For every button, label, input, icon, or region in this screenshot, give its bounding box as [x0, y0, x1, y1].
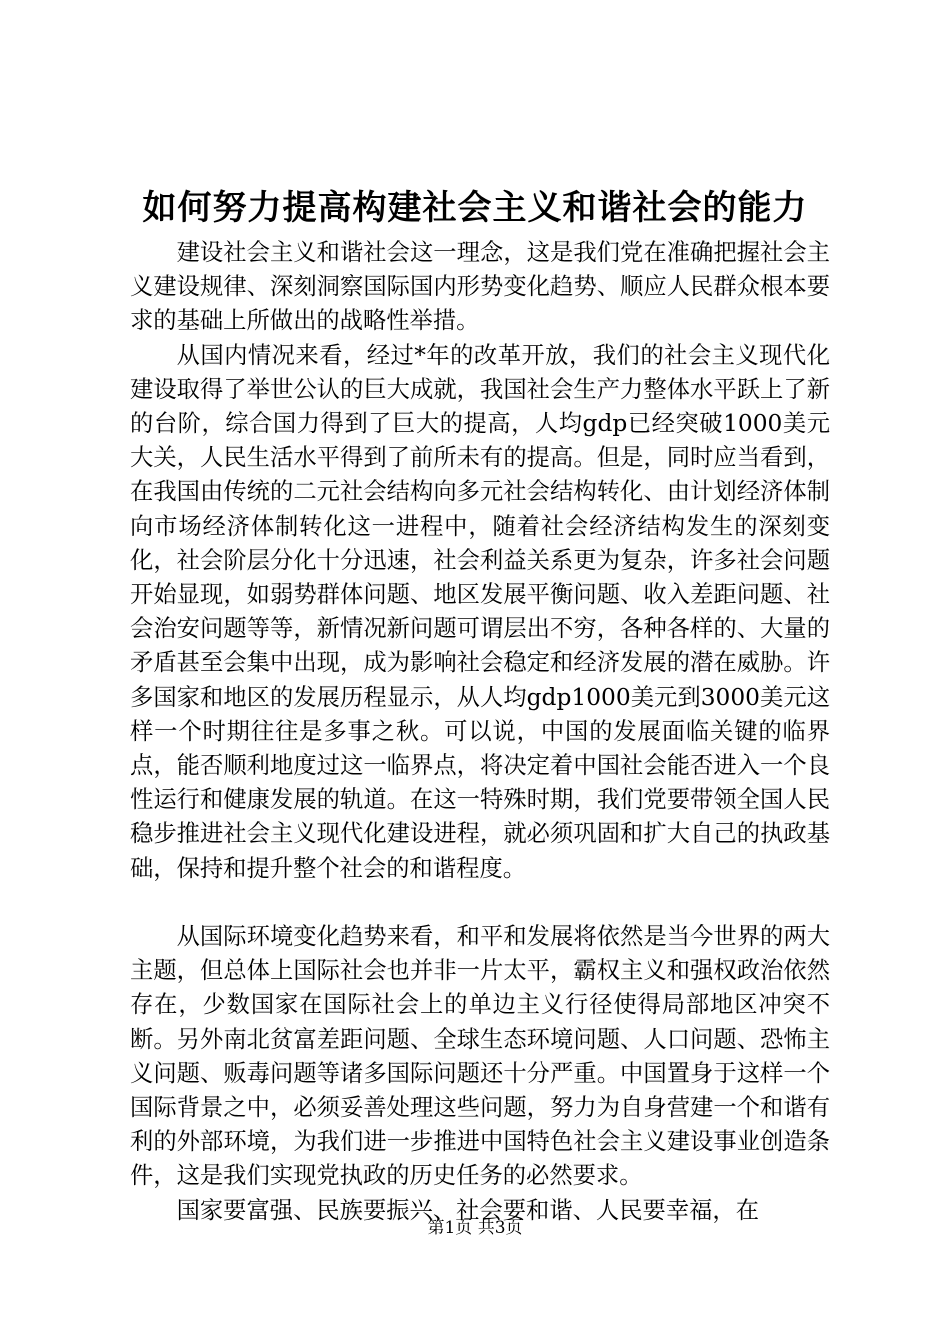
paragraph-national: 国家要富强、民族要振兴、社会要和谐、人民要幸福，在 [176, 1196, 760, 1224]
document-body [130, 236, 830, 1228]
page-title: 如何努力提高构建社会主义和谐社会的能力 [142, 188, 808, 228]
paragraph-domestic: 从国内情况来看，经过*年的改革开放，我们的社会主义现代化建设取得了举世公认的巨大成就，我国社会生产力整体水平跃上了新的台阶，综合国力得到了巨大的提高，人均gdp已经突破1000美元大关，人民生活水平得到了前所未有的提高。但是，同时应当看到，在我国由传统的二元社会结构向多元社会结构转化、由计划经济体制向市场经济体制转化这一进程中，随着社会经济结构发生的深刻变化，社会阶层分化十分迅速，社会利益关系更为复杂，许多社会问题开始显现，如弱势群体问题、地区发展平衡问题、收入差距问题、社会治安问题等等，新情况新问题可谓层出不穷，各种各样的、大量的矛盾甚至会集中出现，成为影响社会稳定和经济发展的潜在威胁。许多国家和地区的发展历程显示，从人均gdp1000美元到3000美元这样一个时期往往是多事之秋。可以说，中国的发展面临关键的临界点，能否顺利地度过这一临界点，将决定着中国社会能否进入一个良性运行和健康发展的轨道。在这一特殊时期，我们党要带领全国人民稳步推进社会主义现代化建设进程，就必须巩固和扩大自己的执政基础，保持和提升整个社会的和谐程度。 [130, 341, 830, 882]
paragraph-international: 从国际环境变化趋势来看，和平和发展将依然是当今世界的两大主题，但总体上国际社会也并非一片太平，霸权主义和强权政治依然存在，少数国家在国际社会上的单边主义行径使得局部地区冲突不断。另外南北贫富差距问题、全球生态环境问题、人口问题、恐怖主义问题、贩毒问题等诸多国际问题还十分严重。中国置身于这样一个国际背景之中，必须妥善处理这些问题，努力为自身营建一个和谐有利的外部环境，为我们进一步推进中国特色社会主义建设事业创造条件，这是我们实现党执政的历史任务的必然要求。 [130, 923, 830, 1190]
page-number: 第1页 共3页 [427, 1218, 523, 1238]
paragraph-intro: 建设社会主义和谐社会这一理念，这是我们党在准确把握社会主义建设规律、深刻洞察国际国内形势变化趋势、顺应人民群众根本要求的基础上所做出的战略性举措。 [130, 239, 830, 335]
